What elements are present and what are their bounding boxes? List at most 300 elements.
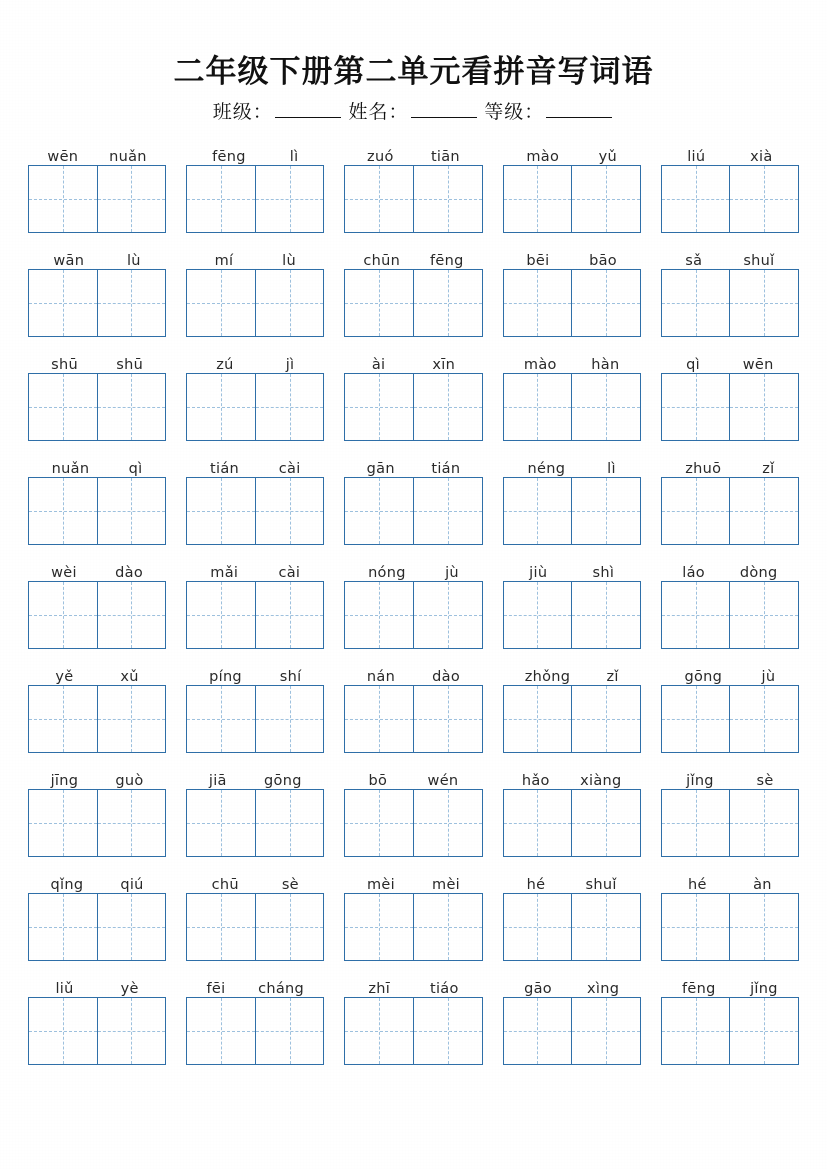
pinyin-label (186, 140, 324, 165)
writing-box[interactable] (345, 270, 413, 336)
writing-box[interactable] (571, 166, 640, 232)
pinyin-syllable: ài (371, 357, 386, 373)
writing-box[interactable] (413, 686, 482, 752)
writing-boxes[interactable] (344, 581, 482, 649)
pinyin-syllable: bō (368, 773, 388, 789)
pinyin-syllable: qì (686, 357, 700, 373)
writing-box[interactable] (29, 270, 97, 336)
writing-box[interactable] (413, 790, 482, 856)
pinyin-syllable: bēi (526, 253, 550, 269)
pinyin-label (661, 348, 799, 373)
writing-box[interactable] (662, 582, 730, 648)
writing-boxes[interactable] (661, 477, 799, 545)
writing-boxes[interactable] (344, 477, 482, 545)
pinyin-syllable: chū (211, 877, 239, 893)
pinyin-syllable: hǎo (521, 773, 550, 789)
pinyin-label (186, 972, 324, 997)
writing-box[interactable] (187, 582, 255, 648)
writing-boxes[interactable] (186, 165, 324, 233)
writing-boxes[interactable] (503, 581, 641, 649)
writing-box[interactable] (97, 478, 166, 544)
pinyin-syllable: fēng (212, 149, 246, 165)
pinyin-syllable: qì (128, 461, 143, 477)
pinyin-label (344, 452, 482, 477)
pinyin-label (661, 556, 799, 581)
writing-boxes[interactable] (344, 789, 482, 857)
writing-box[interactable] (729, 478, 798, 544)
writing-box[interactable] (255, 374, 324, 440)
pinyin-label (344, 972, 482, 997)
writing-box[interactable] (187, 686, 255, 752)
worksheet-item (28, 764, 166, 857)
pinyin-syllable: gān (366, 461, 395, 477)
writing-box[interactable] (97, 166, 166, 232)
writing-box[interactable] (97, 270, 166, 336)
writing-box[interactable] (504, 270, 572, 336)
writing-box[interactable] (29, 166, 97, 232)
pinyin-syllable: jì (285, 357, 295, 373)
worksheet-item (186, 868, 324, 961)
pinyin-syllable: shuǐ (743, 253, 775, 269)
pinyin-label (503, 140, 641, 165)
writing-box[interactable] (504, 894, 572, 960)
pinyin-label (503, 764, 641, 789)
writing-box[interactable] (97, 582, 166, 648)
pinyin-syllable: wān (53, 253, 85, 269)
pinyin-label (186, 556, 324, 581)
writing-box[interactable] (345, 686, 413, 752)
writing-box[interactable] (345, 478, 413, 544)
pinyin-label (503, 244, 641, 269)
writing-box[interactable] (345, 166, 413, 232)
pinyin-syllable: mèi (366, 877, 395, 893)
pinyin-label (28, 660, 166, 685)
writing-boxes[interactable] (503, 685, 641, 753)
pinyin-label (661, 868, 799, 893)
worksheet-item (186, 348, 324, 441)
pinyin-label (503, 660, 641, 685)
pinyin-syllable: shí (279, 669, 302, 685)
pinyin-syllable: nóng (368, 565, 406, 581)
writing-boxes[interactable] (503, 997, 641, 1065)
writing-box[interactable] (29, 478, 97, 544)
writing-box[interactable] (729, 790, 798, 856)
pinyin-syllable: mào (526, 149, 560, 165)
writing-boxes[interactable] (186, 581, 324, 649)
pinyin-syllable: liú (687, 149, 706, 165)
pinyin-syllable: yè (120, 981, 139, 997)
worksheet-item (28, 972, 166, 1065)
pinyin-label (344, 868, 482, 893)
writing-box[interactable] (571, 582, 640, 648)
writing-box[interactable] (187, 374, 255, 440)
worksheet-item (28, 868, 166, 961)
pinyin-grid (28, 140, 799, 1076)
pinyin-syllable: lù (282, 253, 296, 269)
writing-boxes[interactable] (186, 789, 324, 857)
writing-box[interactable] (255, 790, 324, 856)
pinyin-syllable: wèi (51, 565, 77, 581)
pinyin-syllable: shì (592, 565, 615, 581)
worksheet-item (503, 348, 641, 441)
writing-boxes[interactable] (661, 269, 799, 337)
worksheet-item (344, 660, 482, 753)
writing-box[interactable] (97, 374, 166, 440)
pinyin-syllable: jīng (50, 773, 79, 789)
writing-box[interactable] (255, 582, 324, 648)
writing-box[interactable] (187, 998, 255, 1064)
writing-box[interactable] (504, 166, 572, 232)
pinyin-label (28, 556, 166, 581)
writing-box[interactable] (29, 790, 97, 856)
writing-box[interactable] (729, 894, 798, 960)
worksheet-item (503, 140, 641, 233)
field-label-class: 班级： (212, 102, 273, 123)
pinyin-syllable: hé (687, 877, 707, 893)
worksheet-item (661, 556, 799, 649)
pinyin-label (28, 452, 166, 477)
pinyin-syllable: tiān (430, 149, 460, 165)
writing-box[interactable] (97, 998, 166, 1064)
writing-box[interactable] (187, 166, 255, 232)
pinyin-syllable: qiú (120, 877, 144, 893)
writing-box[interactable] (571, 270, 640, 336)
writing-box[interactable] (345, 582, 413, 648)
pinyin-syllable: tiáo (429, 981, 459, 997)
pinyin-syllable: láo (682, 565, 705, 581)
worksheet-item (186, 764, 324, 857)
writing-boxes[interactable] (28, 581, 166, 649)
writing-boxes[interactable] (503, 373, 641, 441)
writing-boxes[interactable] (503, 269, 641, 337)
writing-box[interactable] (662, 998, 730, 1064)
pinyin-syllable: tián (431, 461, 461, 477)
pinyin-label (28, 764, 166, 789)
pinyin-syllable: dào (432, 669, 461, 685)
pinyin-syllable: fēng (682, 981, 716, 997)
pinyin-syllable: lì (289, 149, 299, 165)
worksheet-item (661, 140, 799, 233)
writing-box[interactable] (187, 894, 255, 960)
pinyin-syllable: bāo (589, 253, 617, 269)
pinyin-label (503, 348, 641, 373)
pinyin-syllable: liǔ (55, 981, 74, 997)
pinyin-syllable: nuǎn (109, 149, 147, 165)
writing-box[interactable] (504, 998, 572, 1064)
writing-boxes[interactable] (344, 997, 482, 1065)
worksheet-item (503, 556, 641, 649)
writing-box[interactable] (413, 374, 482, 440)
writing-box[interactable] (255, 998, 324, 1064)
pinyin-label (344, 348, 482, 373)
field-label-grade: 等级： (484, 102, 545, 123)
writing-box[interactable] (29, 998, 97, 1064)
worksheet-item (28, 348, 166, 441)
writing-box[interactable] (729, 998, 798, 1064)
writing-boxes[interactable] (28, 165, 166, 233)
pinyin-syllable: nán (366, 669, 396, 685)
writing-boxes[interactable] (344, 893, 482, 961)
pinyin-syllable: shū (116, 357, 144, 373)
pinyin-label (186, 868, 324, 893)
writing-box[interactable] (29, 894, 97, 960)
writing-box[interactable] (255, 270, 324, 336)
pinyin-label (344, 556, 482, 581)
pinyin-syllable: zhuō (685, 461, 722, 477)
worksheet-item (344, 244, 482, 337)
writing-box[interactable] (97, 790, 166, 856)
worksheet-item (503, 972, 641, 1065)
writing-boxes[interactable] (344, 685, 482, 753)
writing-box[interactable] (571, 998, 640, 1064)
writing-box[interactable] (729, 374, 798, 440)
worksheet-item (344, 972, 482, 1065)
writing-boxes[interactable] (186, 997, 324, 1065)
pinyin-syllable: yě (55, 669, 74, 685)
pinyin-label (186, 244, 324, 269)
writing-boxes[interactable] (28, 477, 166, 545)
writing-boxes[interactable] (186, 269, 324, 337)
pinyin-syllable: chūn (363, 253, 401, 269)
writing-boxes[interactable] (186, 685, 324, 753)
pinyin-syllable: zǐ (762, 461, 775, 477)
pinyin-syllable: lù (126, 253, 141, 269)
pinyin-label (344, 244, 482, 269)
worksheet-item (503, 868, 641, 961)
pinyin-syllable: jǐng (750, 981, 778, 997)
writing-boxes[interactable] (661, 165, 799, 233)
writing-boxes[interactable] (661, 789, 799, 857)
writing-box[interactable] (29, 374, 97, 440)
writing-box[interactable] (255, 478, 324, 544)
writing-box[interactable] (571, 790, 640, 856)
worksheet-item (661, 764, 799, 857)
writing-boxes[interactable] (28, 269, 166, 337)
writing-box[interactable] (187, 478, 255, 544)
pinyin-label (28, 140, 166, 165)
header-fields (28, 97, 799, 124)
pinyin-syllable: fēi (206, 981, 226, 997)
writing-boxes[interactable] (661, 685, 799, 753)
worksheet-item (503, 244, 641, 337)
worksheet-item (344, 868, 482, 961)
pinyin-syllable: gōng (264, 773, 302, 789)
writing-box[interactable] (413, 478, 482, 544)
writing-box[interactable] (345, 790, 413, 856)
pinyin-syllable: sè (281, 877, 299, 893)
worksheet-item (28, 452, 166, 545)
worksheet-item (503, 764, 641, 857)
pinyin-label (661, 244, 799, 269)
worksheet-item (186, 452, 324, 545)
pinyin-syllable: qǐng (50, 877, 84, 893)
writing-boxes[interactable] (503, 477, 641, 545)
pinyin-label (503, 452, 641, 477)
writing-box[interactable] (662, 478, 730, 544)
writing-box[interactable] (504, 478, 572, 544)
pinyin-syllable: xià (750, 149, 773, 165)
writing-boxes[interactable] (661, 581, 799, 649)
pinyin-syllable: mí (214, 253, 234, 269)
pinyin-syllable: hé (526, 877, 546, 893)
writing-box[interactable] (571, 686, 640, 752)
worksheet-item (661, 452, 799, 545)
worksheet-item (186, 140, 324, 233)
page-title: 二年级下册第二单元看拼音写词语 (173, 54, 654, 89)
pinyin-label (503, 556, 641, 581)
pinyin-syllable: mào (523, 357, 557, 373)
writing-box[interactable] (729, 270, 798, 336)
pinyin-label (344, 660, 482, 685)
worksheet-item (503, 452, 641, 545)
writing-box[interactable] (662, 686, 730, 752)
pinyin-syllable: sè (756, 773, 774, 789)
writing-box[interactable] (504, 686, 572, 752)
writing-boxes[interactable] (186, 893, 324, 961)
pinyin-syllable: hàn (591, 357, 620, 373)
writing-box[interactable] (571, 374, 640, 440)
writing-boxes[interactable] (661, 997, 799, 1065)
field-blank-grade[interactable] (546, 117, 612, 118)
worksheet-item (28, 556, 166, 649)
pinyin-syllable: tián (210, 461, 240, 477)
pinyin-label (186, 348, 324, 373)
writing-box[interactable] (29, 686, 97, 752)
writing-box[interactable] (662, 166, 730, 232)
writing-box[interactable] (571, 478, 640, 544)
pinyin-label (186, 764, 324, 789)
pinyin-syllable: fēng (430, 253, 464, 269)
writing-box[interactable] (504, 582, 572, 648)
field-blank-name[interactable] (411, 117, 477, 118)
pinyin-label (503, 972, 641, 997)
writing-boxes[interactable] (503, 893, 641, 961)
pinyin-label (661, 660, 799, 685)
pinyin-syllable: cài (278, 461, 301, 477)
writing-box[interactable] (345, 894, 413, 960)
writing-boxes[interactable] (344, 269, 482, 337)
writing-box[interactable] (504, 374, 572, 440)
writing-boxes[interactable] (344, 165, 482, 233)
pinyin-syllable: wēn (47, 149, 79, 165)
writing-box[interactable] (729, 166, 798, 232)
writing-boxes[interactable] (186, 373, 324, 441)
pinyin-syllable: wén (427, 773, 459, 789)
worksheet-item (28, 244, 166, 337)
pinyin-syllable: nuǎn (51, 461, 90, 477)
writing-box[interactable] (729, 686, 798, 752)
pinyin-syllable: àn (753, 877, 772, 893)
worksheet-item (186, 660, 324, 753)
writing-box[interactable] (345, 374, 413, 440)
pinyin-syllable: jǐng (686, 773, 714, 789)
writing-box[interactable] (29, 582, 97, 648)
writing-box[interactable] (97, 894, 166, 960)
pinyin-label (344, 140, 482, 165)
pinyin-label (503, 868, 641, 893)
writing-box[interactable] (413, 166, 482, 232)
pinyin-label (661, 452, 799, 477)
field-label-name: 姓名： (348, 102, 409, 123)
writing-box[interactable] (255, 894, 324, 960)
pinyin-syllable: zuó (367, 149, 394, 165)
writing-box[interactable] (504, 790, 572, 856)
pinyin-syllable: xiàng (580, 773, 622, 789)
pinyin-syllable: yǔ (598, 149, 618, 165)
pinyin-syllable: guò (115, 773, 144, 789)
worksheet-item (344, 556, 482, 649)
worksheet-item (661, 868, 799, 961)
writing-box[interactable] (187, 790, 255, 856)
writing-boxes[interactable] (28, 997, 166, 1065)
writing-boxes[interactable] (661, 373, 799, 441)
writing-box[interactable] (662, 894, 730, 960)
writing-box[interactable] (662, 270, 730, 336)
worksheet-item (186, 972, 324, 1065)
worksheet-item (28, 660, 166, 753)
pinyin-syllable: shuǐ (585, 877, 617, 893)
pinyin-label (661, 140, 799, 165)
writing-box[interactable] (413, 998, 482, 1064)
writing-box[interactable] (662, 790, 730, 856)
writing-boxes[interactable] (503, 165, 641, 233)
pinyin-syllable: cháng (258, 981, 305, 997)
writing-boxes[interactable] (28, 685, 166, 753)
pinyin-label (344, 764, 482, 789)
worksheet-item (661, 244, 799, 337)
worksheet-item (186, 244, 324, 337)
pinyin-label (28, 244, 166, 269)
writing-box[interactable] (255, 166, 324, 232)
writing-box[interactable] (571, 894, 640, 960)
writing-boxes[interactable] (503, 789, 641, 857)
pinyin-syllable: cài (278, 565, 301, 581)
writing-box[interactable] (413, 894, 482, 960)
pinyin-syllable: gōng (684, 669, 723, 685)
pinyin-syllable: néng (527, 461, 566, 477)
worksheet-item (344, 140, 482, 233)
pinyin-syllable: xǔ (120, 669, 139, 685)
pinyin-syllable: wēn (742, 357, 774, 373)
worksheet-item (28, 140, 166, 233)
worksheet-item (503, 660, 641, 753)
field-blank-class[interactable] (275, 117, 341, 118)
writing-box[interactable] (187, 270, 255, 336)
writing-boxes[interactable] (344, 373, 482, 441)
worksheet-item (661, 348, 799, 441)
pinyin-label (28, 348, 166, 373)
writing-box[interactable] (413, 270, 482, 336)
writing-boxes[interactable] (28, 373, 166, 441)
writing-box[interactable] (97, 686, 166, 752)
writing-boxes[interactable] (661, 893, 799, 961)
writing-boxes[interactable] (28, 789, 166, 857)
writing-boxes[interactable] (28, 893, 166, 961)
worksheet-item (344, 452, 482, 545)
writing-box[interactable] (255, 686, 324, 752)
writing-box[interactable] (345, 998, 413, 1064)
pinyin-syllable: dào (115, 565, 144, 581)
worksheet-item (186, 556, 324, 649)
pinyin-syllable: xīn (432, 357, 456, 373)
pinyin-syllable: mèi (432, 877, 461, 893)
writing-box[interactable] (413, 582, 482, 648)
writing-box[interactable] (662, 374, 730, 440)
writing-box[interactable] (729, 582, 798, 648)
pinyin-syllable: jiā (208, 773, 227, 789)
writing-boxes[interactable] (186, 477, 324, 545)
pinyin-label (661, 972, 799, 997)
